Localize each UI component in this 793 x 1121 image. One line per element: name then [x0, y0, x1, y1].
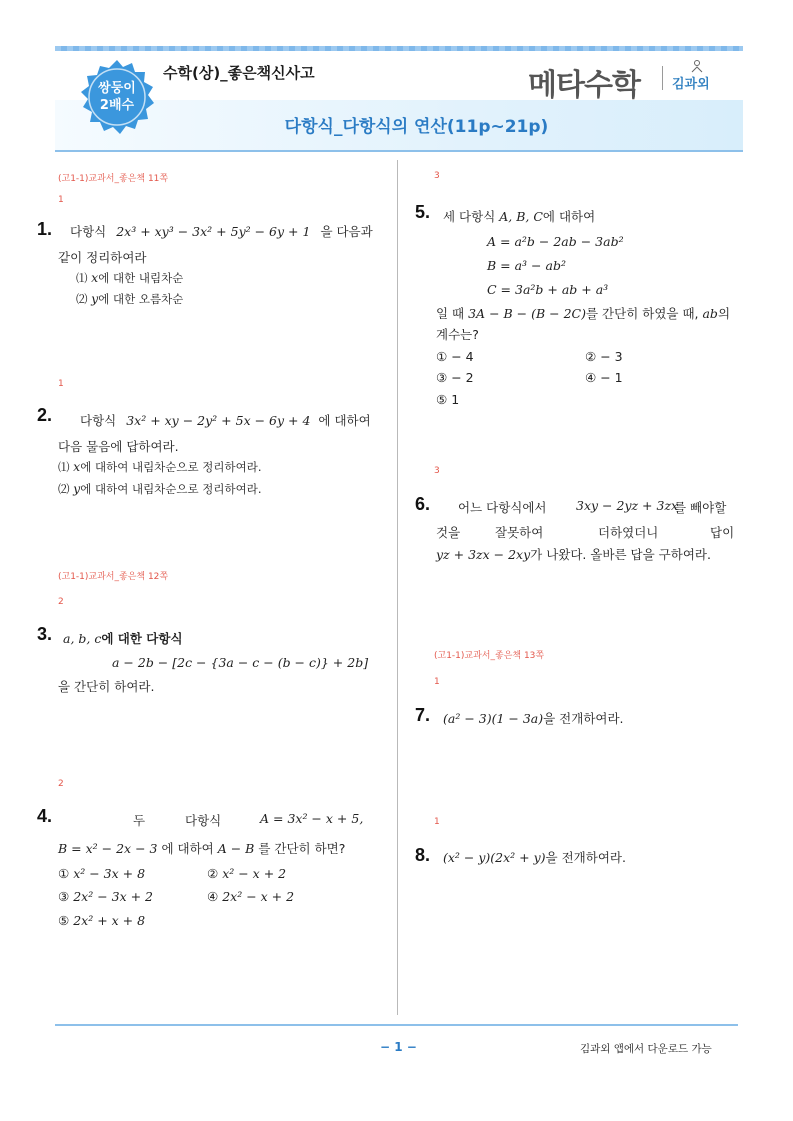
- q6-level: 3: [434, 466, 440, 476]
- q6-word-3: 더하였더니: [598, 525, 659, 540]
- person-icon: [690, 59, 704, 73]
- q1-option-1-mark: ⑴: [76, 271, 92, 285]
- q2-text-a: 다항식: [80, 413, 121, 428]
- q4-choice-1: [58, 866, 145, 881]
- q5-choice-5-value: 1: [451, 392, 460, 407]
- q7-stem: [443, 709, 624, 727]
- q1-number: 1.: [37, 219, 53, 239]
- q6-word-4: 답이: [710, 525, 735, 540]
- source-note-1: (고1-1)교과서_좋은책 11쪽: [58, 174, 169, 184]
- q1-option-1-text: 에 대한 내림차순: [98, 271, 184, 285]
- q5-equation-2: B = a³ − ab²: [487, 258, 566, 273]
- badge-line-1: 쌍둥이: [98, 81, 136, 96]
- q4-choice-4-expr: 2x² − x + 2: [222, 889, 295, 904]
- q5-line-last: 계수는?: [436, 327, 479, 342]
- q6-expression-a: 3xy − 2yz + 3zx: [576, 498, 679, 513]
- q6-line3: [436, 545, 711, 563]
- q2-text-b: 에 대하여: [318, 413, 371, 428]
- q1-stem: [70, 222, 373, 240]
- q6-word-1: 것을: [436, 525, 461, 540]
- brand-sub-logo: 김과외: [672, 77, 710, 92]
- q5-choice-2: [585, 349, 623, 364]
- page-number: − 1 −: [380, 1040, 417, 1054]
- q8-stem: [443, 848, 626, 866]
- q1-option-1-var: x: [91, 270, 99, 285]
- q6-word-2: 잘못하여: [495, 525, 544, 540]
- q6-text-b: 를 빼야할: [674, 500, 727, 515]
- q5-choice-5-mark: ⑤: [436, 392, 448, 407]
- q5-stem: [443, 207, 595, 225]
- q4-text-b: 다항식: [185, 813, 222, 828]
- q1-text-a: 다항식: [70, 224, 111, 239]
- q5-choice-3-mark: ③: [436, 370, 448, 385]
- q5-text-a: 세 다항식: [443, 209, 500, 224]
- q5-text-d: 를 간단히 하였을 때,: [586, 306, 703, 321]
- q5-choice-3: [436, 370, 474, 385]
- q1-line2: 같이 정리하여라: [58, 250, 147, 265]
- q5-choice-1: [436, 349, 474, 364]
- q5-level: 3: [434, 171, 440, 181]
- q3-number: 3.: [37, 624, 53, 644]
- q2-expression: 3x² + xy − 2y² + 5x − 6y + 4: [126, 413, 311, 428]
- q4-choice-1-expr: x² − 3x + 8: [73, 866, 146, 881]
- q4-choice-3-mark: ③: [58, 889, 70, 904]
- q6-text-c: 가 나왔다. 올바른 답을 구하여라.: [530, 547, 711, 562]
- brand-divider: [662, 66, 663, 90]
- q4-choice-3-expr: 2x² − 3x + 2: [73, 889, 154, 904]
- q3-level: 2: [58, 597, 64, 607]
- q8-expression: (x² − y)(2x² + y): [443, 850, 546, 865]
- q4-choice-5-mark: ⑤: [58, 913, 70, 928]
- q4-choice-5: [58, 913, 145, 928]
- q2-option-2-mark: ⑵: [58, 482, 74, 496]
- q2-stem: [80, 411, 371, 429]
- q7-expression: (a² − 3)(1 − 3a): [443, 711, 544, 726]
- q4-number: 4.: [37, 806, 53, 826]
- q5-equation-1: A = a²b − 2ab − 3ab²: [487, 234, 624, 249]
- subject-title: 수학(상)_좋은책신사고: [163, 64, 315, 82]
- q5-choice-4: [585, 370, 623, 385]
- q5-text-e: 의: [717, 306, 731, 321]
- q4-line2: [58, 839, 345, 857]
- source-note-3: (고1-1)교과서_좋은책 13쪽: [434, 651, 545, 661]
- badge-line-2: 2배수: [99, 98, 135, 113]
- q2-option-1: [58, 459, 261, 475]
- q4-choice-3: [58, 889, 153, 904]
- q5-choice-3-value: − 2: [451, 370, 474, 385]
- q6-expression-b: yz + 3zx − 2xy: [436, 547, 531, 562]
- q3-line3: 을 간단히 하여라.: [58, 679, 155, 694]
- q4-choice-5-expr: 2x² + x + 8: [73, 913, 146, 928]
- q2-line2: 다음 물음에 답하여라.: [58, 439, 179, 454]
- q4-choice-1-mark: ①: [58, 866, 70, 881]
- q5-expression: 3A − B − (B − 2C): [468, 306, 586, 321]
- q4-expression-b: B = x² − 2x − 3: [58, 841, 158, 856]
- q3-variables: a, b, c: [63, 631, 102, 646]
- q7-level: 1: [434, 677, 440, 687]
- q2-option-2-text: 에 대하여 내림차순으로 정리하여라.: [80, 482, 262, 496]
- q5-choice-2-value: − 3: [600, 349, 623, 364]
- q4-choice-4: [207, 889, 294, 904]
- q5-var-ab: ab: [702, 306, 718, 321]
- source-note-2: (고1-1)교과서_좋은책 12쪽: [58, 572, 169, 582]
- q4-expression-c: A − B: [217, 841, 255, 856]
- q4-text-c: 에 대하여: [161, 841, 214, 856]
- q4-level: 2: [58, 779, 64, 789]
- header-divider: [55, 150, 743, 152]
- q5-choice-5: [436, 392, 459, 407]
- q5-choice-2-mark: ②: [585, 349, 597, 364]
- q2-number: 2.: [37, 405, 53, 425]
- header-top-bar: [55, 46, 743, 51]
- q2-option-1-text: 에 대하여 내림차순으로 정리하여라.: [80, 460, 262, 474]
- q2-option-1-var: x: [73, 459, 81, 474]
- q4-text-d: 를 간단히 하면?: [258, 841, 346, 856]
- brand-logo: 메타수학: [528, 68, 640, 103]
- q5-equation-3: C = 3a²b + ab + a³: [487, 282, 609, 297]
- q1-option-2: [76, 291, 183, 307]
- q4-choice-2: [207, 866, 286, 881]
- q6-number: 6.: [415, 494, 431, 514]
- q5-choice-1-value: − 4: [451, 349, 474, 364]
- q5-line-condition: [436, 304, 730, 322]
- q5-number: 5.: [415, 202, 431, 222]
- q5-choice-4-mark: ④: [585, 370, 597, 385]
- q2-option-1-mark: ⑴: [58, 460, 74, 474]
- q4-text-a: 두: [133, 813, 146, 828]
- q6-text-a: 어느 다항식에서: [458, 500, 547, 515]
- q8-level: 1: [434, 817, 440, 827]
- q2-option-2-var: y: [73, 481, 81, 496]
- q7-text: 을 전개하여라.: [543, 711, 624, 726]
- q8-number: 8.: [415, 845, 431, 865]
- q4-expression-a: A = 3x² − x + 5,: [260, 811, 364, 826]
- q7-number: 7.: [415, 705, 431, 725]
- badge-label: [78, 80, 156, 114]
- q5-text-c: 일 때: [436, 306, 469, 321]
- page-title: 다항식_다항식의 연산(11p~21p): [284, 117, 549, 137]
- q5-variables: A, B, C: [499, 209, 543, 224]
- q1-option-2-var: y: [91, 291, 99, 306]
- footer-divider: [55, 1024, 738, 1026]
- q5-choice-1-mark: ①: [436, 349, 448, 364]
- q1-option-2-mark: ⑵: [76, 292, 92, 306]
- q3-text-a: 에 대한 다항식: [101, 631, 183, 646]
- q4-choice-2-mark: ②: [207, 866, 219, 881]
- q4-choice-4-mark: ④: [207, 889, 219, 904]
- q3-expression: a − 2b − [2c − {3a − c − (b − c)} + 2b]: [112, 655, 369, 670]
- q5-text-b: 에 대하여: [542, 209, 596, 224]
- q1-expression: 2x³ + xy³ − 3x² + 5y² − 6y + 1: [116, 224, 311, 239]
- footer-note: 김과외 앱에서 다운로드 가능: [580, 1043, 712, 1055]
- q1-option-1: [76, 270, 183, 286]
- q8-text: 을 전개하여라.: [545, 850, 626, 865]
- q2-level: 1: [58, 379, 64, 389]
- q1-level: 1: [58, 195, 64, 205]
- q4-choice-2-expr: x² − x + 2: [222, 866, 287, 881]
- q1-option-2-text: 에 대한 오름차순: [98, 292, 184, 306]
- column-divider: [397, 160, 398, 1015]
- q3-stem: [63, 629, 183, 647]
- q4-expr-a-text: A = 3x² − x + 5: [260, 811, 360, 826]
- q5-choice-4-value: − 1: [600, 370, 623, 385]
- q1-text-b: 을 다음과: [320, 224, 373, 239]
- q2-option-2: [58, 481, 261, 497]
